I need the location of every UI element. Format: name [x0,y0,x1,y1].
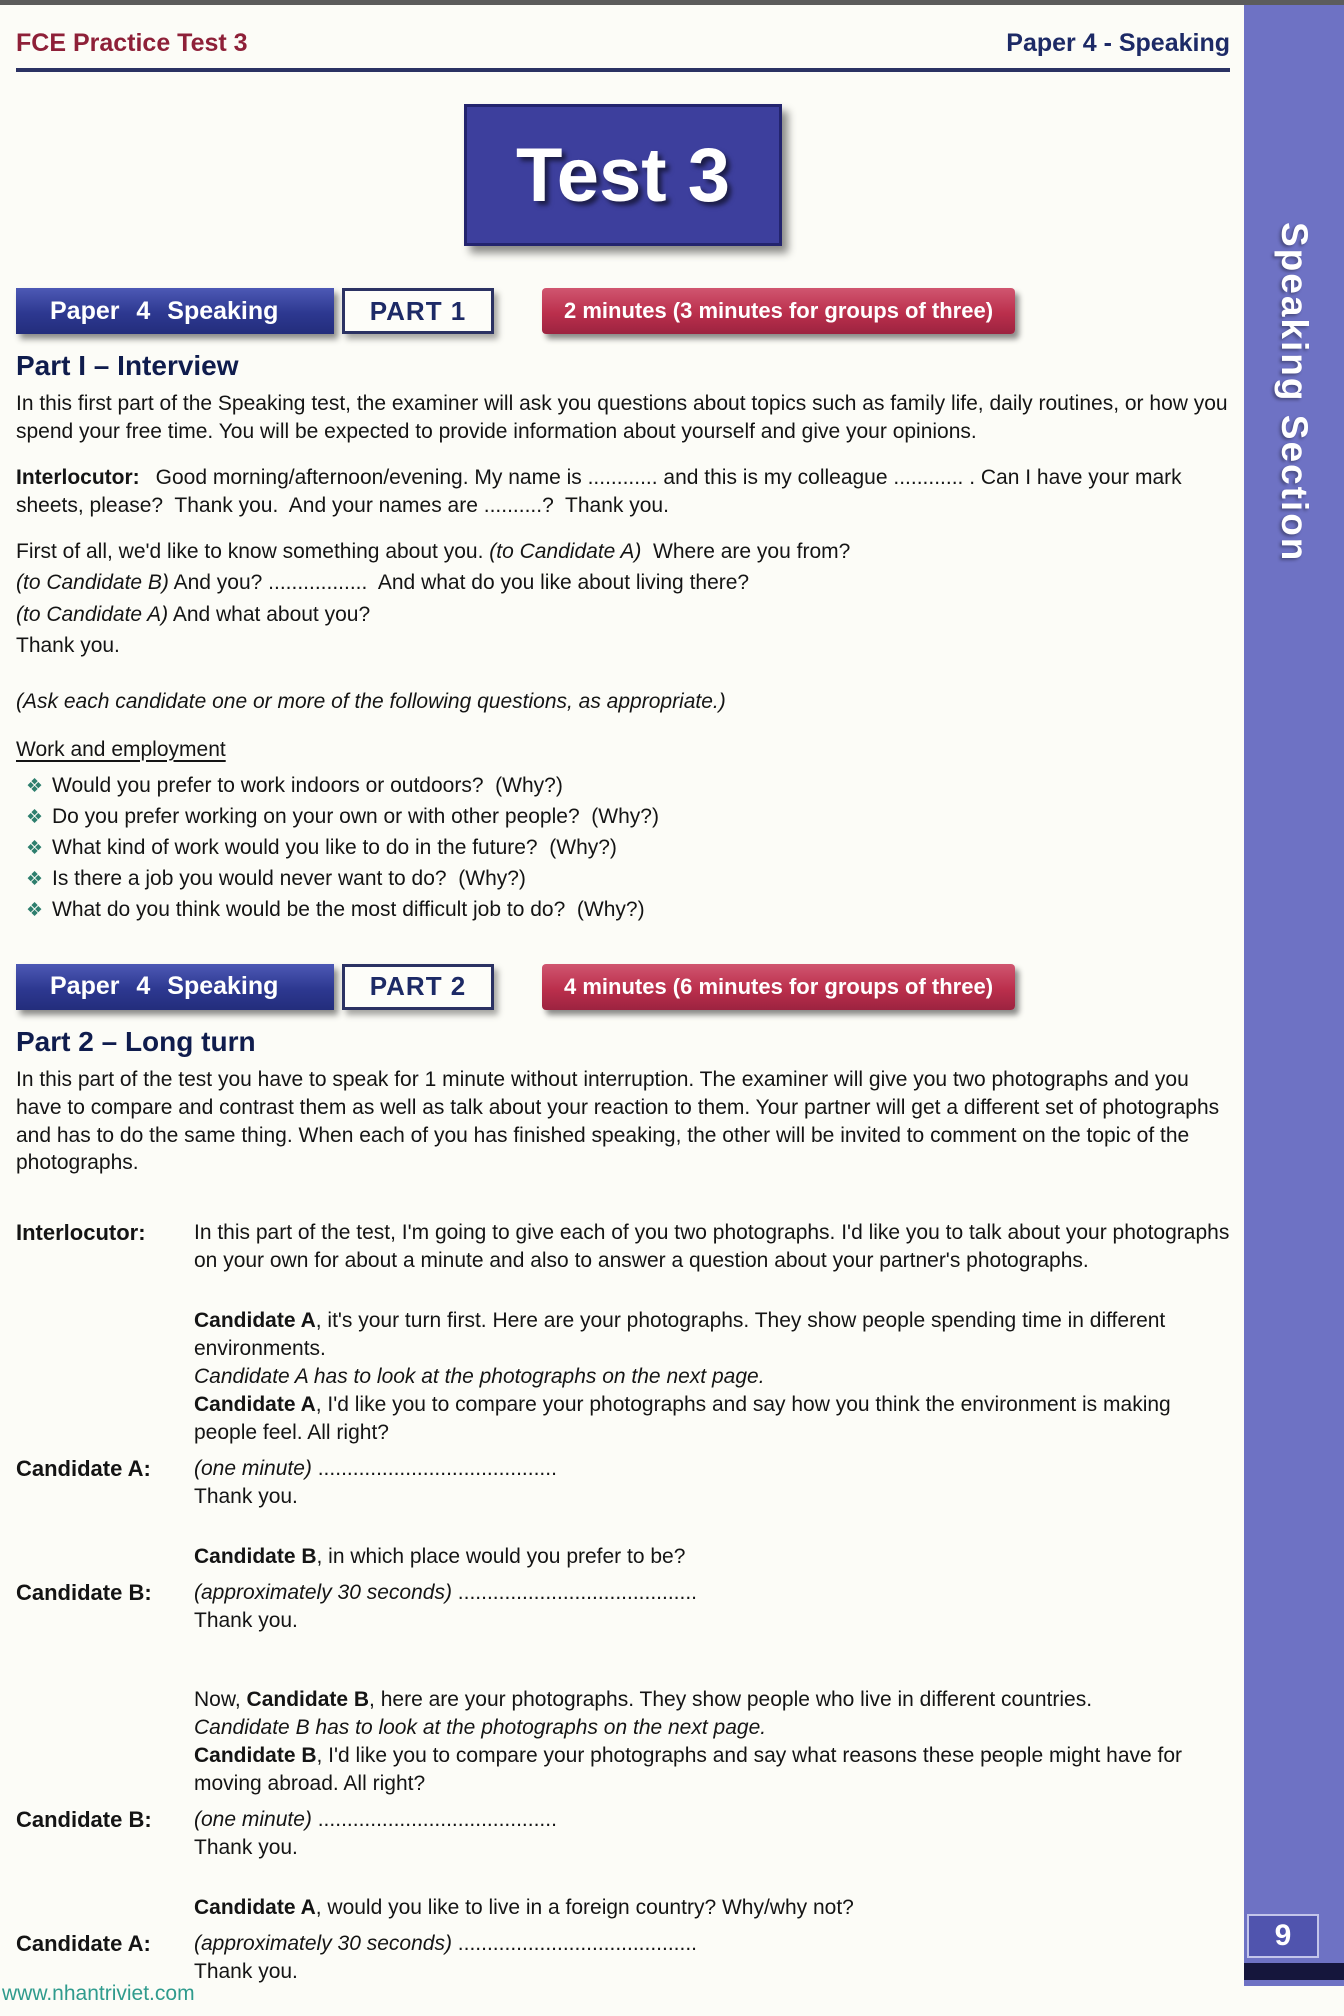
speaker-label: Candidate A: [16,1930,151,1956]
part1-question-list [16,774,1230,922]
text-line: (one minute) ......................................... [194,1456,557,1480]
text-line: Candidate A, would you like to live in a foreign country? Why/why not? [194,1895,854,1919]
speaker-label [16,1686,194,1798]
question-item [16,774,1230,798]
part2-intro: In this part of the test you have to speak for 1 minute without interruption. The examiner will give you two photographs and you have to compare and contrast them as well as talk about your reaction to them. Your partner will get a different set of photographs and has to do the same thing. When each of you has finished speaking, the other will be invited to comment on the topic of the photographs. [16,1067,1225,1175]
text-line: Candidate A, I'd like you to compare your photographs and say how you think the environment is making people feel. All right? [194,1392,1177,1444]
text-line: In this part of the test, I'm going to give each of you two photographs. I'd like you to talk about your photographs on your own for about a minute and also to answer a question about your partner's photographs. [194,1221,1236,1273]
part2-heading: Part 2 – Long turn [16,1025,256,1057]
sidebar [1244,0,1344,1986]
page-number: 9 [1247,1914,1319,1958]
speaker-label [16,1307,194,1447]
dialogue-content [194,1543,1230,1571]
text-line: Thank you. [194,1959,298,1983]
diamond-bullet-icon: ❖ [26,806,44,828]
part2-section-bar [16,964,1230,1010]
text-line: Thank you. [16,634,120,658]
text-line: First of all, we'd like to know something about you. (to Candidate A) Where are you from? [16,539,851,563]
diamond-bullet-icon: ❖ [26,837,44,859]
text-line: Candidate A, it's your turn first. Here are your photographs. They show people spending time in different environments. [194,1309,1172,1361]
part1-paper-label: Paper 4 Speaking [16,288,334,334]
sidebar-section-label: Speaking Section [1274,222,1315,563]
part1-topic: Work and employment [16,737,226,761]
dialogue-content [194,1579,1230,1635]
speaker-label: Candidate B: [16,1579,152,1605]
part1-time-badge: 2 minutes (3 minutes for groups of three) [542,288,1015,334]
text-line: Candidate A has to look at the photographs on the next page. [194,1365,765,1389]
header-rule [16,68,1230,72]
test-title: Test 3 [515,132,730,218]
text-line: (to Candidate B) And you? ................. And what do you like about living there? [16,571,750,595]
page-header [16,29,1230,58]
question-item [16,836,1230,860]
part1-heading: Part I – Interview [16,350,239,381]
dialogue-row [16,1686,1230,1798]
dialogue-row [16,1894,1230,1922]
header-book-title: FCE Practice Test 3 [16,29,248,57]
question-text: What kind of work would you like to do in the future? (Why?) [52,835,617,859]
part2-paper-label: Paper 4 Speaking [16,964,334,1010]
text-line: (approximately 30 seconds) ......................................... [194,1580,698,1604]
dialogue [16,1219,1236,1985]
part2-time-badge: 4 minutes (6 minutes for groups of three) [542,964,1015,1010]
speaker-label: Candidate B: [16,1807,152,1833]
page-top-edge [0,0,1344,5]
question-item [16,867,1230,891]
dialogue-content [194,1806,1230,1862]
footer-url[interactable]: www.nhantriviet.com [2,1982,195,2005]
dialogue-content [194,1930,1230,1986]
dialogue-row [16,1543,1230,1571]
sidebar-bottom-bar [1244,1963,1344,1980]
part1-questions-script [16,536,1230,662]
main-content [0,5,1244,1986]
question-item [16,805,1230,829]
dialogue-row [16,1806,1230,1862]
interlocutor-script: Good morning/afternoon/evening. My name is ............ and this is my colleague ............ . Can I have your mark sheets, please? Thank you. And your names are ..........? Thank you. [16,465,1188,517]
diamond-bullet-icon: ❖ [26,899,44,921]
dialogue-content [194,1894,1230,1922]
text-line: (one minute) ......................................... [194,1808,557,1832]
speaker-label [16,1894,194,1922]
dialogue-row [16,1455,1230,1511]
part2-part-label: PART 2 [342,964,494,1010]
text-line: Thank you. [194,1608,298,1632]
part1-intro: In this first part of the Speaking test, the examiner will ask you questions about topics such as family life, daily routines, or how you spend your free time. You will be expected to provide information about yourself and give your opinions. [16,392,1234,443]
dialogue-row [16,1219,1236,1275]
header-paper-title: Paper 4 - Speaking [1006,29,1230,57]
dialogue-row [16,1307,1230,1447]
text-line: Now, Candidate B, here are your photographs. They show people who live in different countries. [194,1688,1093,1712]
text-line: (approximately 30 seconds) ......................................... [194,1931,698,1955]
question-text: Is there a job you would never want to do? (Why?) [52,866,526,890]
text-line: Candidate B, I'd like you to compare your photographs and say what reasons these people might have for moving abroad. All right? [194,1744,1188,1796]
diamond-bullet-icon: ❖ [26,775,44,797]
question-text: Would you prefer to work indoors or outdoors? (Why?) [52,773,563,797]
speaker-label [16,1543,194,1571]
dialogue-row [16,1579,1230,1635]
speaker-label: Interlocutor: [16,1220,146,1246]
question-text: Do you prefer working on your own or with other people? (Why?) [52,804,659,828]
text-line: (to Candidate A) And what about you? [16,602,371,626]
text-line: Candidate B, in which place would you prefer to be? [194,1544,686,1568]
text-line: Thank you. [194,1484,298,1508]
question-text: What do you think would be the most difficult job to do? (Why?) [52,897,645,921]
dialogue-row [16,1930,1230,1986]
part1-section-bar [16,288,1230,334]
part1-part-label: PART 1 [342,288,494,334]
text-line: Thank you. [194,1836,298,1860]
diamond-bullet-icon: ❖ [26,868,44,890]
interlocutor-label: Interlocutor: [16,465,140,489]
test-title-box [464,104,782,246]
text-line: Candidate B has to look at the photographs on the next page. [194,1716,767,1740]
dialogue-content [194,1307,1230,1447]
dialogue-content [194,1455,1230,1511]
part1-note: (Ask each candidate one or more of the following questions, as appropriate.) [16,689,726,713]
dialogue-content [194,1686,1230,1798]
dialogue-content [194,1219,1236,1275]
speaker-label: Candidate A: [16,1455,151,1481]
question-item [16,898,1230,922]
part1-interlocutor [16,464,1230,520]
